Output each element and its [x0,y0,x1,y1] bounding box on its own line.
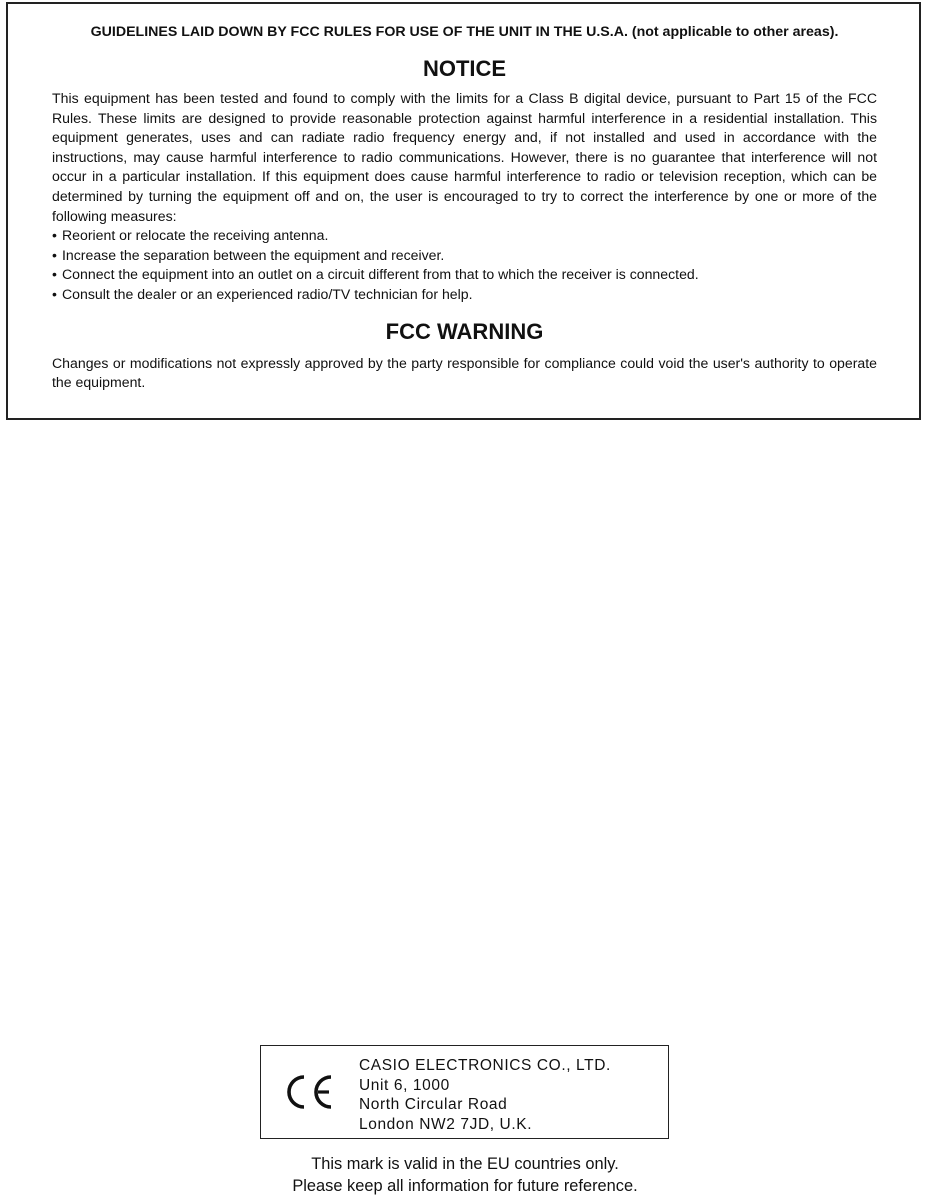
measure-text: Increase the separation between the equipment and receiver. [62,246,445,263]
fcc-guidelines-heading: GUIDELINES LAID DOWN BY FCC RULES FOR USE OF THE UNIT IN THE U.S.A. (not applicable to other areas). [90,24,839,40]
ce-footer-note [0,1153,930,1197]
address-line: Unit 6, 1000 [359,1076,450,1094]
notice-body: This equipment has been tested and found to comply with the limits for a Class B digital device, pursuant to Part 15 of the FCC Rules. These limits are designed to provide reasonable protection against harmful interference in a residential installation. This equipment generates, uses and can radiate radio frequency energy and, if not installed and used in accordance with the instructions, may cause harmful interference to radio communications. However, there is no guarantee that interference will not occur in a particular installation. If this equipment does cause harmful interference to radio or television reception, which can be determined by turning the equipment off and on, the user is encouraged to try to correct the interference by one or more of the following measures: [52,90,877,224]
ce-mark-icon [285,1073,335,1111]
address-line: North Circular Road [359,1096,508,1113]
measure-text: Connect the equipment into an outlet on a circuit different from that to which the receiver is connected. [62,266,699,283]
address-line: London NW2 7JD, U.K. [359,1115,533,1133]
bullet-icon: • [52,285,57,302]
ce-label-box [260,1045,669,1139]
bullet-icon: • [52,266,57,283]
footer-line-reference: Please keep all information for future reference. [292,1177,638,1195]
address-line: CASIO ELECTRONICS CO., LTD. [359,1057,611,1074]
measure-text: Reorient or relocate the receiving antenna. [62,227,329,244]
notice-title: NOTICE [422,56,507,81]
list-item [52,246,877,266]
bullet-icon: • [52,227,57,244]
list-item [52,226,877,246]
list-item [52,265,877,285]
bullet-icon: • [52,246,57,263]
fcc-warning-title: FCC WARNING [385,318,544,344]
measure-text: Consult the dealer or an experienced radio/TV technician for help. [62,285,473,302]
list-item [52,285,877,305]
measures-list [52,226,877,304]
fcc-warning-body: Changes or modifications not expressly approved by the party responsible for compliance could void the user's authority to operate the equipment. [52,354,877,391]
fcc-notice-box [6,2,921,420]
footer-line-validity: This mark is valid in the EU countries only. [311,1155,619,1173]
manufacturer-address [359,1056,611,1134]
